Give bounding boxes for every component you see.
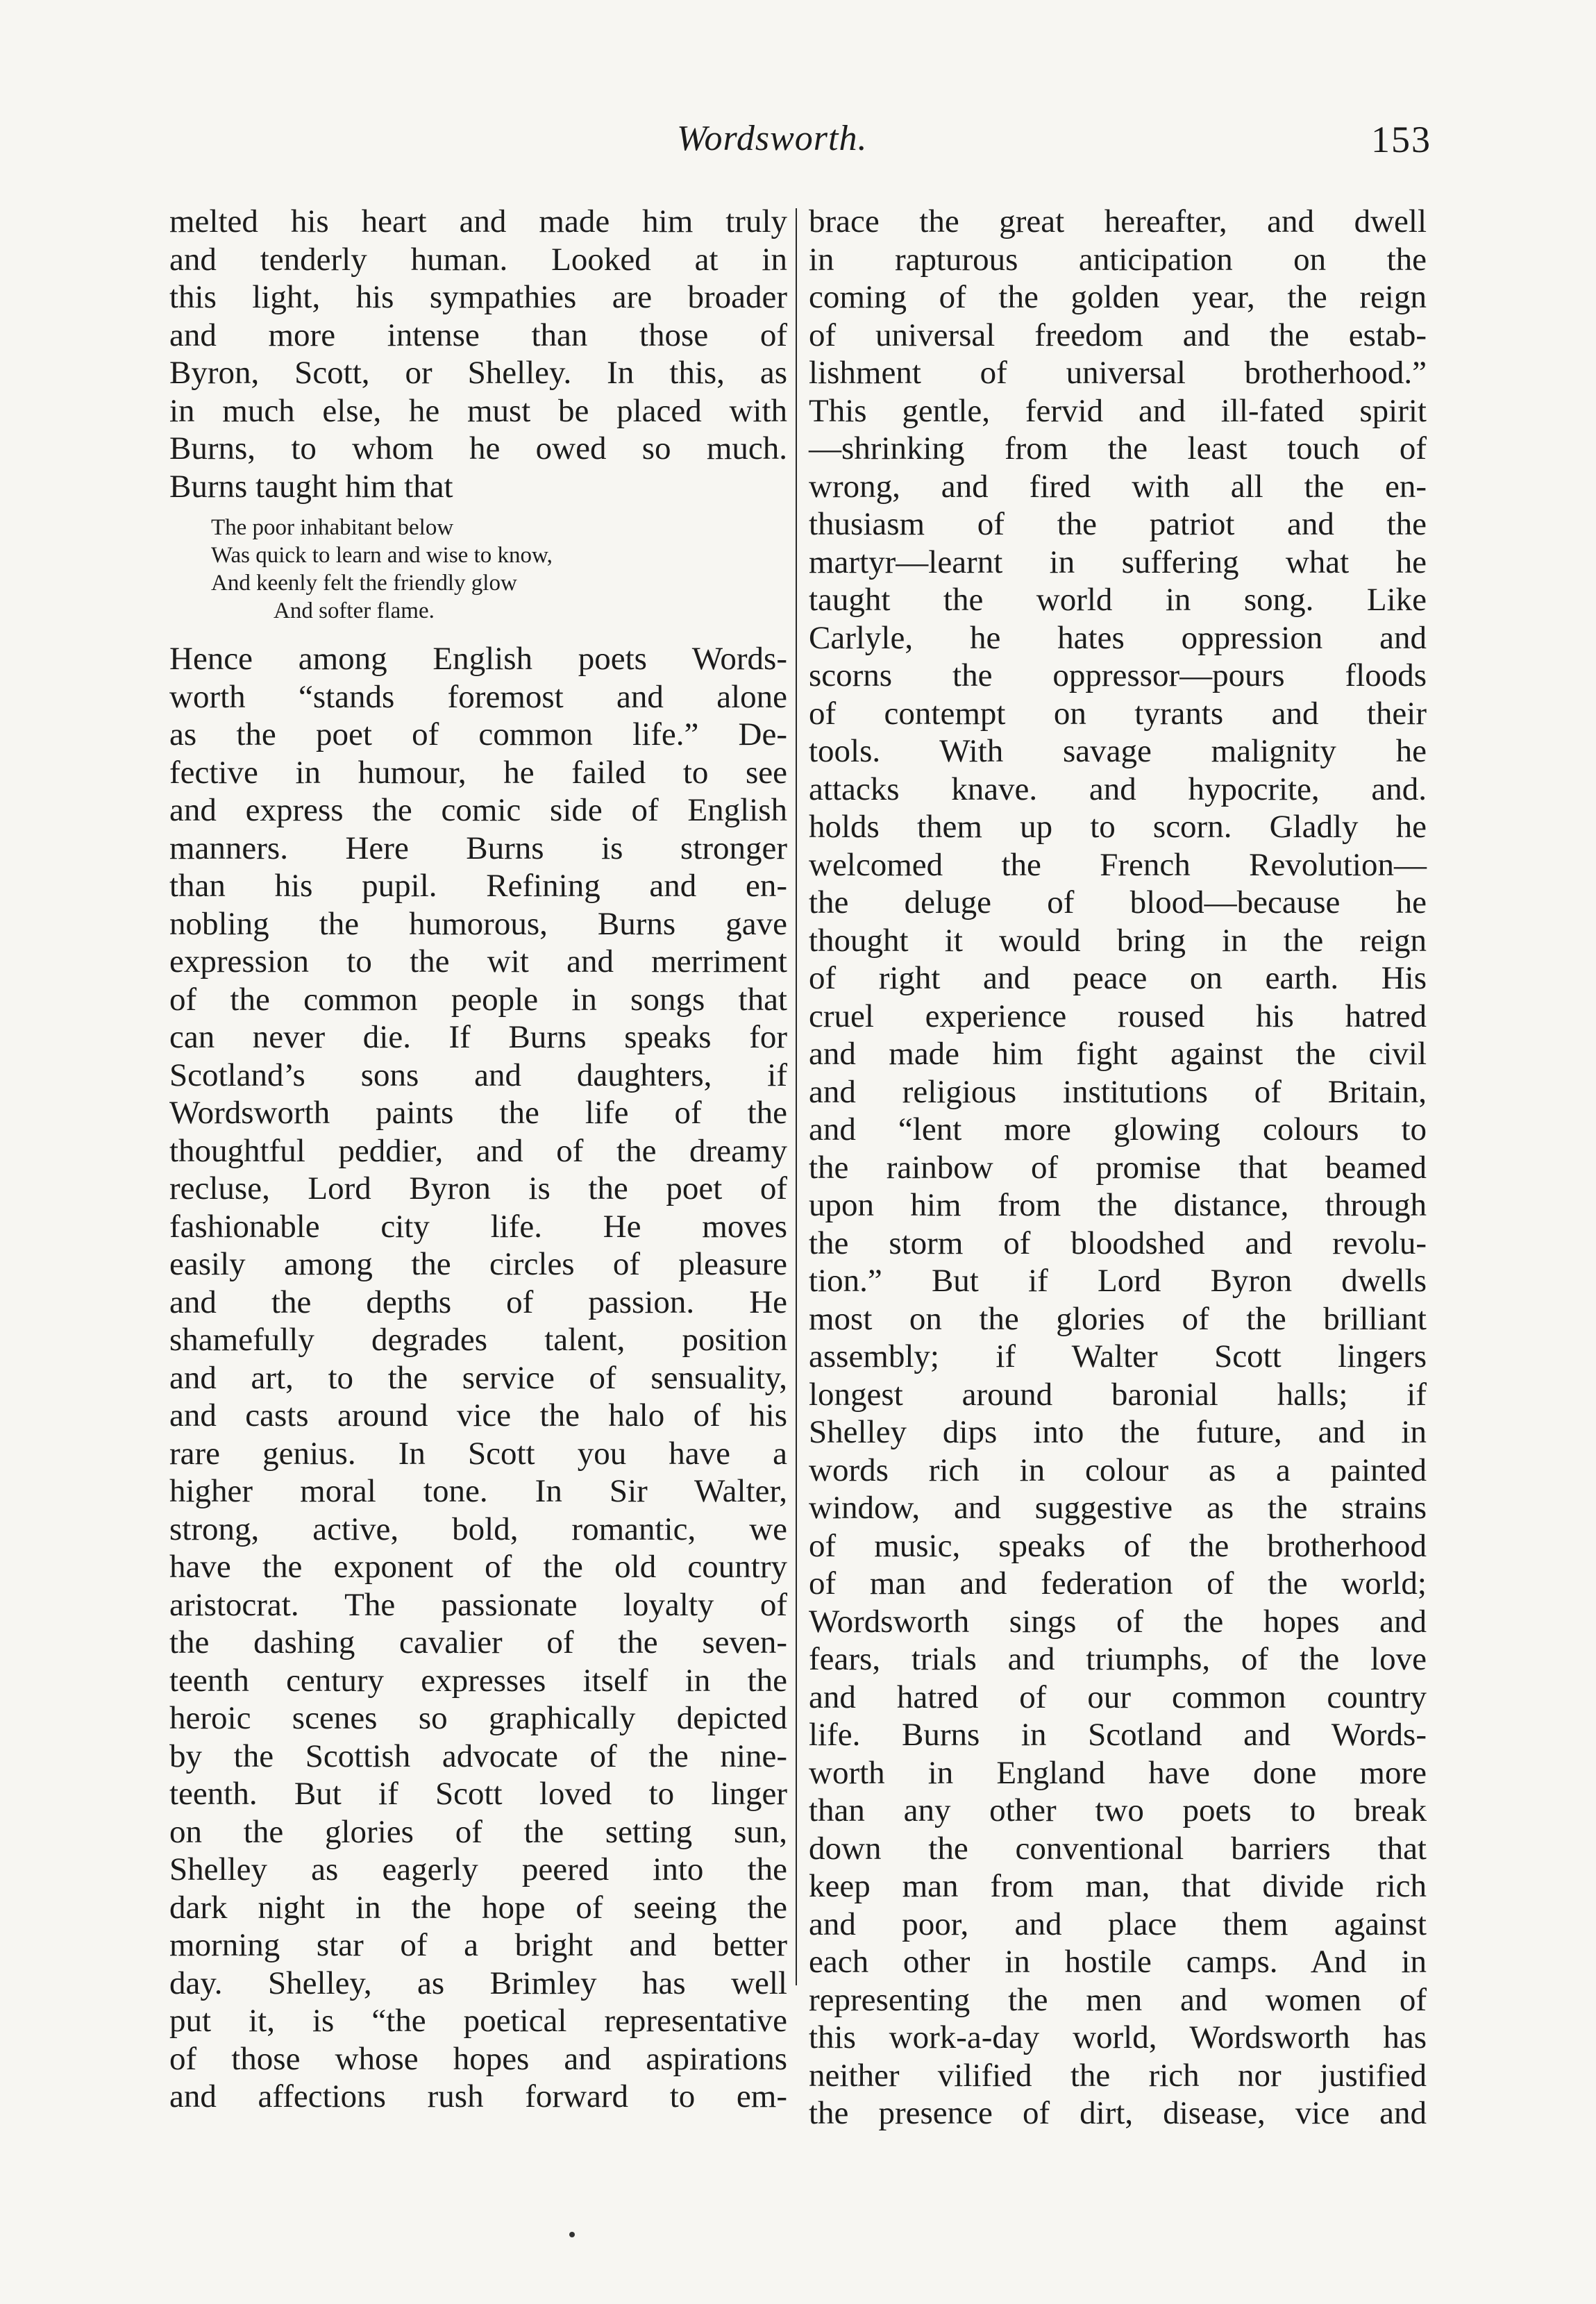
verse-quotation <box>169 514 787 625</box>
text-line: heroic scenes so graphically depicted <box>169 1700 787 1736</box>
text-line: worth in England have done more <box>809 1754 1427 1791</box>
text-line: and express the comic side of English <box>169 792 787 828</box>
column-divider <box>796 208 797 1985</box>
text-line: life. Burns in Scotland and Words- <box>809 1717 1427 1753</box>
text-line: down the conventional barriers that <box>809 1830 1427 1867</box>
text-line: Scotland’s sons and daughters, if <box>169 1057 787 1093</box>
text-line: upon him from the distance, through <box>809 1187 1427 1223</box>
left-column <box>169 203 787 2116</box>
text-line: can never die. If Burns speaks for <box>169 1019 787 1055</box>
text-line: thusiasm of the patriot and the <box>809 506 1427 542</box>
text-line: rare genius. In Scott you have a <box>169 1435 787 1472</box>
text-line: and poor, and place them against <box>809 1906 1427 1942</box>
text-line: aristocrat. The passionate loyalty of <box>169 1586 787 1623</box>
text-line: day. Shelley, as Brimley has well <box>169 1965 787 2001</box>
text-line: most on the glories of the brilliant <box>809 1300 1427 1337</box>
text-line: and made him fight against the civil <box>809 1036 1427 1072</box>
text-line: and casts around vice the halo of his <box>169 1397 787 1433</box>
text-line: this light, his sympathies are broader <box>169 279 787 315</box>
text-line: expression to the wit and merriment <box>169 943 787 979</box>
text-line: scorns the oppressor—pours floods <box>809 657 1427 693</box>
text-line: by the Scottish advocate of the nine- <box>169 1738 787 1774</box>
text-line: representing the men and women of <box>809 1981 1427 2018</box>
right-column-prose <box>809 203 1427 2133</box>
text-line: in rapturous anticipation on the <box>809 241 1427 278</box>
text-line: the dashing cavalier of the seven- <box>169 1624 787 1660</box>
text-line: and tenderly human. Looked at in <box>169 241 787 278</box>
text-line: words rich in colour as a painted <box>809 1452 1427 1488</box>
verse-line: The poor inhabitant below <box>211 515 454 540</box>
text-line: and religious institutions of Britain, <box>809 1073 1427 1110</box>
text-line: neither vilified the rich nor justified <box>809 2057 1427 2094</box>
text-line: this work-a-day world, Wordsworth has <box>809 2019 1427 2055</box>
left-column-prose-before-verse <box>169 203 787 505</box>
text-line: strong, active, bold, romantic, we <box>169 1511 787 1547</box>
text-line: have the exponent of the old country <box>169 1549 787 1585</box>
text-line: —shrinking from the least touch of <box>809 430 1427 466</box>
text-line: of right and peace on earth. His <box>809 960 1427 996</box>
text-line: manners. Here Burns is stronger <box>169 830 787 866</box>
text-line: shamefully degrades talent, position <box>169 1322 787 1358</box>
text-line: and the depths of passion. He <box>169 1284 787 1320</box>
text-line: thought it would bring in the reign <box>809 922 1427 959</box>
text-line: wrong, and fired with all the en- <box>809 468 1427 505</box>
text-line: coming of the golden year, the reign <box>809 279 1427 315</box>
verse-line: Was quick to learn and wise to know, <box>211 543 553 568</box>
text-line: teenth. But if Scott loved to linger <box>169 1776 787 1812</box>
text-line: and art, to the service of sensuality, <box>169 1359 787 1396</box>
text-line: window, and suggestive as the strains <box>809 1490 1427 1526</box>
text-line: and hatred of our common country <box>809 1679 1427 1715</box>
text-line: teenth century expresses itself in the <box>169 1662 787 1699</box>
text-line: lishment of universal brotherhood.” <box>809 355 1427 391</box>
text-line: and more intense than those of <box>169 317 787 353</box>
text-line: melted his heart and made him truly <box>169 203 787 239</box>
text-line: the presence of dirt, disease, vice and <box>809 2095 1427 2131</box>
text-line: Wordsworth paints the life of the <box>169 1095 787 1131</box>
text-line: cruel experience roused his hatred <box>809 998 1427 1034</box>
text-line: than any other two poets to break <box>809 1792 1427 1828</box>
right-column <box>809 203 1427 2133</box>
text-line: fashionable city life. He moves <box>169 1208 787 1245</box>
printer-mark <box>569 2232 575 2237</box>
text-line: tion.” But if Lord Byron dwells <box>809 1263 1427 1299</box>
text-line: thoughtful peddier, and of the dreamy <box>169 1132 787 1169</box>
text-line: of universal freedom and the estab- <box>809 317 1427 353</box>
text-line: put it, is “the poetical representative <box>169 2003 787 2039</box>
text-line: Byron, Scott, or Shelley. In this, as <box>169 355 787 391</box>
verse-line: And softer flame. <box>274 598 435 623</box>
text-line: each other in hostile camps. And in <box>809 1944 1427 1980</box>
text-line: morning star of a bright and better <box>169 1927 787 1963</box>
text-line: keep man from man, that divide rich <box>809 1868 1427 1904</box>
text-line: holds them up to scorn. Gladly he <box>809 809 1427 845</box>
left-column-prose-after-verse <box>169 640 787 2116</box>
text-line: than his pupil. Refining and en- <box>169 868 787 904</box>
text-line: of those whose hopes and aspirations <box>169 2040 787 2077</box>
text-line: of man and federation of the world; <box>809 1565 1427 1601</box>
running-head <box>0 104 1596 167</box>
text-line: assembly; if Walter Scott lingers <box>809 1338 1427 1374</box>
text-line: Hence among English poets Words- <box>169 641 787 677</box>
text-line: the storm of bloodshed and revolu- <box>809 1225 1427 1261</box>
text-line: easily among the circles of pleasure <box>169 1246 787 1282</box>
text-line: Burns, to whom he owed so much. <box>169 430 787 466</box>
text-line: This gentle, fervid and ill-fated spirit <box>809 392 1427 429</box>
text-line: longest around baronial halls; if <box>809 1376 1427 1413</box>
text-line: nobling the humorous, Burns gave <box>169 905 787 942</box>
text-line: martyr—learnt in suffering what he <box>809 544 1427 580</box>
text-line: on the glories of the setting sun, <box>169 1813 787 1850</box>
text-line: Carlyle, he hates oppression and <box>809 619 1427 656</box>
text-line: as the poet of common life.” De- <box>169 716 787 752</box>
text-line: in much else, he must be placed with <box>169 392 787 429</box>
text-line: Shelley as eagerly peered into the <box>169 1851 787 1887</box>
text-line: of contempt on tyrants and their <box>809 695 1427 732</box>
text-line: Burns taught him that <box>169 468 453 505</box>
page-number: 153 <box>1371 119 1431 160</box>
text-line: of the common people in songs that <box>169 981 787 1018</box>
text-line: Wordsworth sings of the hopes and <box>809 1603 1427 1640</box>
text-line: and affections rush forward to em- <box>169 2078 787 2114</box>
running-title: Wordsworth. <box>677 119 868 158</box>
text-line: dark night in the hope of seeing the <box>169 1889 787 1926</box>
text-line: and “lent more glowing colours to <box>809 1111 1427 1147</box>
text-line: brace the great hereafter, and dwell <box>809 203 1427 239</box>
verse-line: And keenly felt the friendly glow <box>211 571 517 596</box>
text-line: Shelley dips into the future, and in <box>809 1414 1427 1450</box>
text-line: recluse, Lord Byron is the poet of <box>169 1170 787 1206</box>
text-line: the deluge of blood—because he <box>809 884 1427 920</box>
text-line: the rainbow of promise that beamed <box>809 1149 1427 1186</box>
text-line: fears, trials and triumphs, of the love <box>809 1641 1427 1677</box>
text-line: taught the world in song. Like <box>809 582 1427 618</box>
text-line: tools. With savage malignity he <box>809 733 1427 769</box>
text-line: higher moral tone. In Sir Walter, <box>169 1473 787 1509</box>
text-line: attacks knave. and hypocrite, and. <box>809 771 1427 807</box>
text-line: welcomed the French Revolution— <box>809 846 1427 883</box>
text-line: of music, speaks of the brotherhood <box>809 1527 1427 1564</box>
text-line: fective in humour, he failed to see <box>169 754 787 791</box>
text-line: worth “stands foremost and alone <box>169 678 787 715</box>
